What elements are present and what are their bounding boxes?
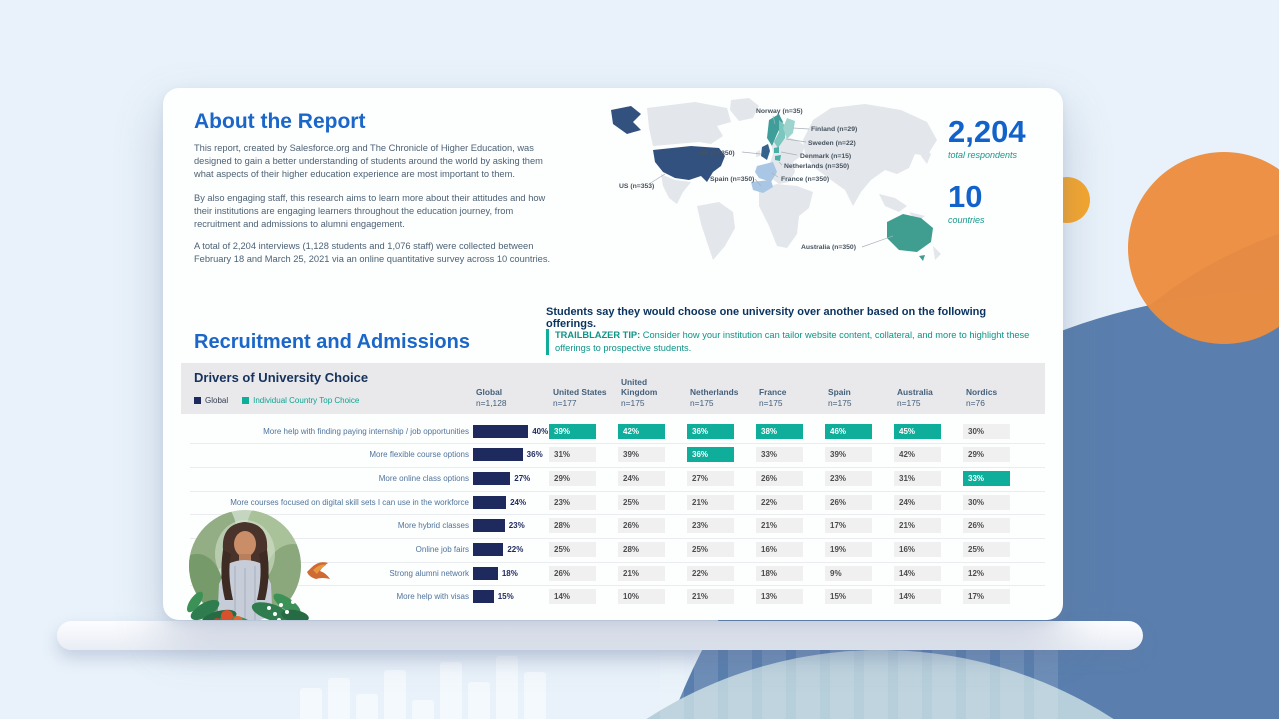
stat-countries-value: 10 (948, 179, 983, 214)
map-country-label: Netherlands (n=350) (784, 163, 850, 170)
map-country-label: Denmark (n=15) (800, 153, 852, 160)
map-denmark (774, 147, 779, 153)
value-cell: 23% (549, 495, 596, 510)
value-cell: 39% (618, 447, 665, 462)
global-value: 15% (497, 592, 514, 602)
global-value: 18% (501, 568, 518, 578)
stat-countries (948, 181, 985, 225)
value-cell: 26% (618, 518, 665, 533)
value-cell: 13% (756, 589, 803, 604)
value-cell: 22% (756, 495, 803, 510)
student-photo (183, 504, 333, 620)
value-cell: 42% (894, 447, 941, 462)
value-cell: 21% (618, 566, 665, 581)
column-header (828, 387, 898, 408)
watermark-stripe (830, 648, 854, 719)
value-cell: 21% (894, 518, 941, 533)
global-bar (473, 543, 503, 556)
value-cell: 9% (825, 566, 872, 581)
column-n: n=76 (966, 397, 985, 408)
row-separator (190, 467, 1045, 468)
row-label: More flexible course options (369, 450, 469, 460)
value-cell: 24% (894, 495, 941, 510)
global-bar (473, 496, 506, 509)
map-us-alaska (611, 106, 641, 134)
column-n: n=175 (621, 397, 645, 408)
global-value: 40% (532, 426, 549, 436)
row-label: More hybrid classes (397, 521, 469, 531)
column-n: n=175 (690, 397, 714, 408)
watermark-bar (496, 656, 518, 719)
row-separator (190, 491, 1045, 492)
value-cell: 30% (963, 424, 1010, 439)
watermark-stripe (932, 648, 956, 719)
map-country-label: UK (n=350) (699, 150, 735, 157)
value-cell: 29% (963, 447, 1010, 462)
value-cell: 38% (756, 424, 803, 439)
value-cell: 22% (687, 566, 734, 581)
watermark-stripe (796, 648, 820, 719)
value-cell: 14% (894, 566, 941, 581)
watermark-bar (524, 672, 546, 719)
column-n: n=175 (759, 397, 783, 408)
map-country-label: France (n=350) (781, 176, 830, 183)
column-header (897, 387, 967, 408)
watermark-bar (328, 678, 350, 719)
column-n: n=175 (828, 397, 852, 408)
map-country-label: Norway (n=35) (756, 108, 803, 115)
photo-circle (183, 504, 323, 620)
table-title: Drivers of University Choice (194, 370, 369, 385)
map-leader-line (862, 236, 893, 247)
value-cell: 26% (756, 471, 803, 486)
value-cell: 25% (618, 495, 665, 510)
watermark-bar (440, 662, 462, 719)
value-cell: 18% (756, 566, 803, 581)
map-netherlands (775, 155, 781, 161)
map-country-label: Australia (n=350) (801, 244, 856, 251)
value-cell: 25% (963, 542, 1010, 557)
column-header (476, 387, 546, 408)
global-value: 24% (510, 497, 527, 507)
column-name: Netherlands (690, 387, 739, 397)
map-australia (887, 214, 933, 252)
global-value: 22% (507, 545, 524, 555)
global-bar (473, 590, 494, 603)
map-tasmania (919, 255, 925, 261)
value-cell: 15% (825, 589, 872, 604)
watermark-stripe (898, 648, 922, 719)
value-cell: 25% (687, 542, 734, 557)
value-cell: 16% (894, 542, 941, 557)
value-cell: 27% (687, 471, 734, 486)
trailblazer-tip-label: TRAILBLAZER TIP: (555, 330, 641, 340)
about-title: About the Report (194, 110, 366, 133)
column-header (690, 387, 760, 408)
value-cell: 23% (825, 471, 872, 486)
value-cell: 39% (549, 424, 596, 439)
column-name: United States (553, 387, 607, 397)
column-name: France (759, 387, 787, 397)
value-cell: 31% (549, 447, 596, 462)
about-paragraph-2: By also engaging staff, this research aims to learn more about their attitudes and how their institutions are engaging learners throughout the education journey, from recruitment and admissions to alumni engagement. (194, 193, 546, 230)
value-cell: 14% (894, 589, 941, 604)
row-label: Strong alumni network (389, 568, 469, 578)
value-cell: 36% (687, 447, 734, 462)
column-n: n=177 (553, 397, 577, 408)
watermark-stripe (762, 648, 786, 719)
legend-country-label: Individual Country Top Choice (253, 396, 360, 405)
about-paragraph-1: This report, created by Salesforce.org and The Chronicle of Higher Education, was designed to gain a better understanding of students around the world by asking them what aspects of their higher education experience are most important to them. (194, 143, 543, 180)
column-name: Australia (897, 387, 933, 397)
row-label: More courses focused on digital skill sets I can use in the workforce (230, 497, 469, 507)
column-name: United Kingdom (621, 376, 658, 397)
value-cell: 17% (963, 589, 1010, 604)
global-value: 23% (508, 521, 525, 531)
value-cell: 28% (549, 518, 596, 533)
column-name: Nordics (966, 387, 998, 397)
section-title: Recruitment and Admissions (194, 331, 470, 353)
row-label: More online class options (378, 473, 469, 483)
value-cell: 24% (618, 471, 665, 486)
watermark-stripe (966, 648, 990, 719)
value-cell: 21% (756, 518, 803, 533)
map-leader-line (793, 128, 809, 129)
value-cell: 14% (549, 589, 596, 604)
stat-respondents (948, 116, 1026, 160)
value-cell: 28% (618, 542, 665, 557)
watermark-bar (468, 682, 490, 719)
watermark-stripe (728, 648, 752, 719)
column-n: n=175 (897, 397, 921, 408)
watermark-stripe (694, 648, 718, 719)
watermark-stripe (660, 648, 684, 719)
value-cell: 16% (756, 542, 803, 557)
watermark-stripe (1000, 648, 1024, 719)
global-value: 27% (514, 473, 531, 483)
global-value: 36% (526, 450, 543, 460)
bird-icon (307, 562, 330, 579)
global-bar (473, 472, 510, 485)
map-country-label: US (n=353) (619, 183, 655, 190)
trailblazer-tip-text: Consider how your institution can tailor website content, collateral, and more to highlight these offerings to prospective students. (555, 330, 1030, 354)
section-callout: Students say they would choose one university over another based on the following offerings. (546, 306, 987, 330)
value-cell: 39% (825, 447, 872, 462)
trailblazer-tip (546, 329, 1033, 355)
value-cell: 26% (963, 518, 1010, 533)
legend-country-swatch (242, 397, 249, 404)
report-card (163, 88, 1063, 620)
value-cell: 23% (687, 518, 734, 533)
value-cell: 42% (618, 424, 665, 439)
value-cell: 29% (549, 471, 596, 486)
stat-countries-label: countries (948, 215, 985, 225)
table-legend (194, 396, 359, 405)
value-cell: 21% (687, 495, 734, 510)
row-label: More help with visas (396, 592, 469, 602)
value-cell: 19% (825, 542, 872, 557)
global-bar (473, 448, 523, 461)
column-header (621, 377, 667, 409)
value-cell: 30% (963, 495, 1010, 510)
value-cell: 46% (825, 424, 872, 439)
value-cell: 12% (963, 566, 1010, 581)
about-paragraph-3: A total of 2,204 interviews (1,128 students and 1,076 staff) were collected between February 18 and March 25, 2021 via an online quantitative survey across 10 countries. (194, 241, 551, 265)
column-header (966, 387, 1036, 408)
laptop-base (57, 621, 1143, 650)
table-header-band (181, 363, 1045, 414)
watermark-stripe (1034, 648, 1058, 719)
value-cell: 26% (549, 566, 596, 581)
map-country-label: Finland (n=29) (811, 126, 858, 133)
row-separator (190, 443, 1045, 444)
stat-respondents-value: 2,204 (948, 114, 1026, 149)
map-country-label: Spain (n=350) (710, 176, 755, 183)
value-cell: 31% (894, 471, 941, 486)
map-country-label: Sweden (n=22) (808, 140, 856, 147)
value-cell: 10% (618, 589, 665, 604)
watermark-bar (384, 670, 406, 719)
watermark-bar (412, 700, 434, 719)
column-header (553, 387, 623, 408)
legend-global-label: Global (205, 396, 229, 405)
watermark-stripe (864, 648, 888, 719)
value-cell: 33% (756, 447, 803, 462)
world-map (603, 94, 945, 268)
column-name: Global (476, 387, 503, 397)
value-cell: 33% (963, 471, 1010, 486)
value-cell: 45% (894, 424, 941, 439)
value-cell: 25% (549, 542, 596, 557)
value-cell: 21% (687, 589, 734, 604)
column-name: Spain (828, 387, 851, 397)
stat-respondents-label: total respondents (948, 150, 1018, 160)
global-bar (473, 519, 505, 532)
row-label: More help with finding paying internship / job opportunities (263, 426, 469, 436)
column-header (759, 387, 829, 408)
column-n: n=1,128 (476, 397, 507, 408)
watermark-bar (356, 694, 378, 719)
watermark-bar (300, 688, 322, 719)
value-cell: 26% (825, 495, 872, 510)
global-bar (473, 567, 498, 580)
global-bar (473, 425, 528, 438)
map-uk (761, 144, 770, 160)
value-cell: 17% (825, 518, 872, 533)
value-cell: 36% (687, 424, 734, 439)
legend-global-swatch (194, 397, 201, 404)
row-label: Online job fairs (415, 545, 469, 555)
